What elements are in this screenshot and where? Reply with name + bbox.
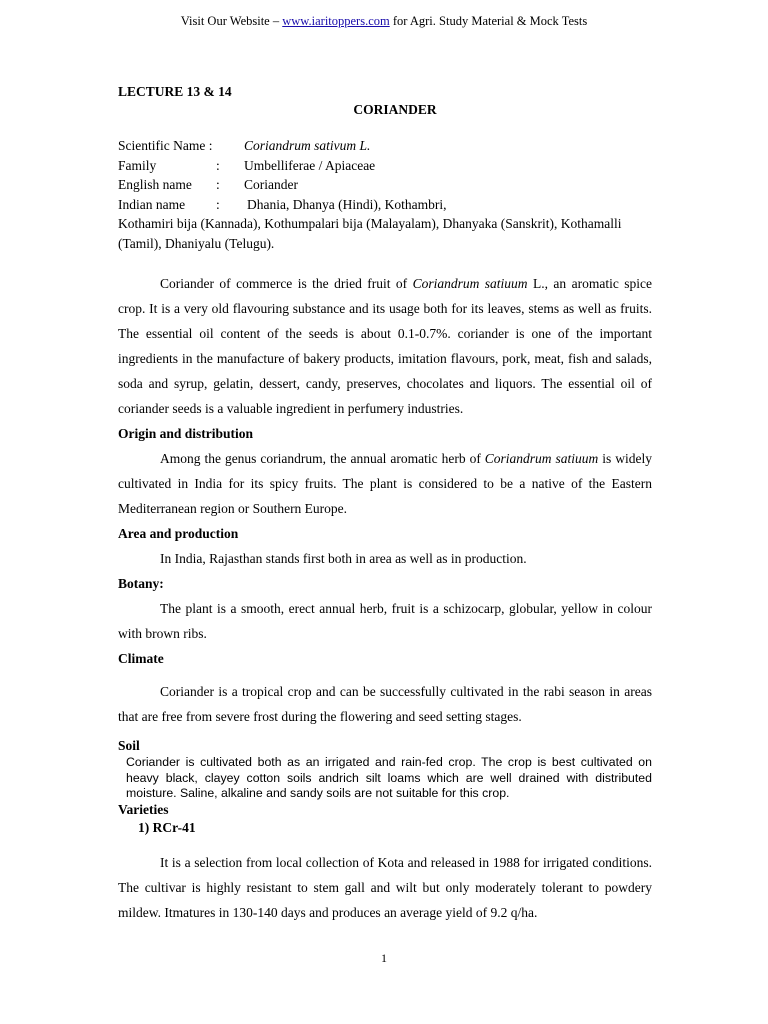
scientific-name-row: [118, 136, 652, 156]
scientific-name-label: Scientific Name :: [118, 138, 213, 153]
indian-name-colon: :: [216, 196, 220, 212]
family-row: [118, 156, 652, 176]
document-body: [118, 84, 652, 925]
area-paragraph: In India, Rajasthan stands first both in area as well as in production.: [160, 551, 527, 566]
header-prefix: Visit Our Website –: [180, 14, 283, 28]
soil-heading: Soil: [118, 738, 140, 753]
origin-paragraph: [118, 446, 652, 521]
crop-info: [118, 136, 652, 253]
soil-paragraph: Coriander is cultivated both as an irrigated and rain-fed crop. The crop is best cultivated on heavy black, clayey cotton soils andrich silt loams which are well drained with distributed moisture. Saline, alkaline and sandy soils are not suitable for this crop.: [126, 755, 652, 800]
page-title: CORIANDER: [353, 102, 437, 117]
indian-name-label: Indian name: [118, 196, 186, 212]
area-heading: Area and production: [118, 526, 239, 541]
family-value: Umbelliferae / Apiaceae: [244, 157, 376, 173]
botany-paragraph: The plant is a smooth, erect annual herb, fruit is a schizocarp, globular, yellow in colour with brown ribs.: [118, 601, 652, 641]
intro-text-1: Coriander of commerce is the dried fruit of: [160, 276, 413, 291]
family-label: Family: [118, 157, 157, 173]
website-link[interactable]: www.iaritoppers.com: [282, 14, 390, 28]
scientific-name-value: Coriandrum sativum L.: [244, 138, 371, 153]
english-name-row: [118, 175, 652, 195]
intro-paragraph: [118, 271, 652, 421]
english-name-value: Coriander: [244, 177, 298, 192]
climate-paragraph: Coriander is a tropical crop and can be successfully cultivated in the rabi season in areas that are free from severe frost during the flowering and seed setting stages.: [118, 684, 652, 724]
variety-rcr41-title: 1) RCr-41: [138, 819, 196, 835]
climate-heading: Climate: [118, 651, 164, 666]
english-name-colon: :: [216, 177, 220, 192]
origin-text-1: Among the genus coriandrum, the annual aromatic herb of: [160, 451, 485, 466]
variety-rcr41-paragraph: It is a selection from local collection of Kota and released in 1988 for irrigated conditions. The cultivar is highly resistant to stem gall and wilt but only moderately tolerant to powdery mildew. Itmatures in 130-140 days and produces an average yield of 9.2 q/ha.: [118, 854, 652, 920]
indian-name-continued: Kothamiri bija (Kannada), Kothumpalari bija (Malayalam), Dhanyaka (Sanskrit), Kothamalli (Tamil), Dhaniyalu (Telugu).: [118, 216, 622, 251]
family-colon: :: [216, 157, 220, 173]
english-name-label: English name: [118, 177, 192, 192]
origin-italic: Coriandrum satiuum: [484, 451, 599, 466]
page-number: 1: [381, 951, 387, 965]
lecture-label: LECTURE 13 & 14: [118, 84, 232, 99]
intro-italic: Coriandrum satiuum: [412, 276, 528, 291]
intro-text-2: L., an aromatic spice crop. It is a very old flavouring substance and its usage both for its leaves, stems as well as fruits. The essential oil content of the seeds is about 0.1-0.7%. coriander is one of the important ingredients in the manufacture of bakery products, imitation flavours, pork, meat, fish and salads, soda and syrup, gelatin, dessert, candy, preserves, chocolates and liquors. The essential oil of coriander seeds is a valuable ingredient in perfumery industries.: [118, 276, 652, 416]
varieties-heading: Varieties: [118, 801, 169, 817]
botany-heading: Botany:: [118, 576, 164, 591]
header-suffix: for Agri. Study Material & Mock Tests: [389, 14, 588, 28]
origin-heading: Origin and distribution: [118, 426, 254, 441]
page-header: [0, 14, 768, 29]
origin-text-2: is widely cultivated in India for its spicy fruits. The plant is considered to be a native of the Eastern Mediterranean region or Southern Europe.: [118, 451, 652, 516]
indian-name-row: [118, 195, 652, 215]
indian-name-value: Dhania, Dhanya (Hindi), Kothambri,: [247, 196, 447, 212]
